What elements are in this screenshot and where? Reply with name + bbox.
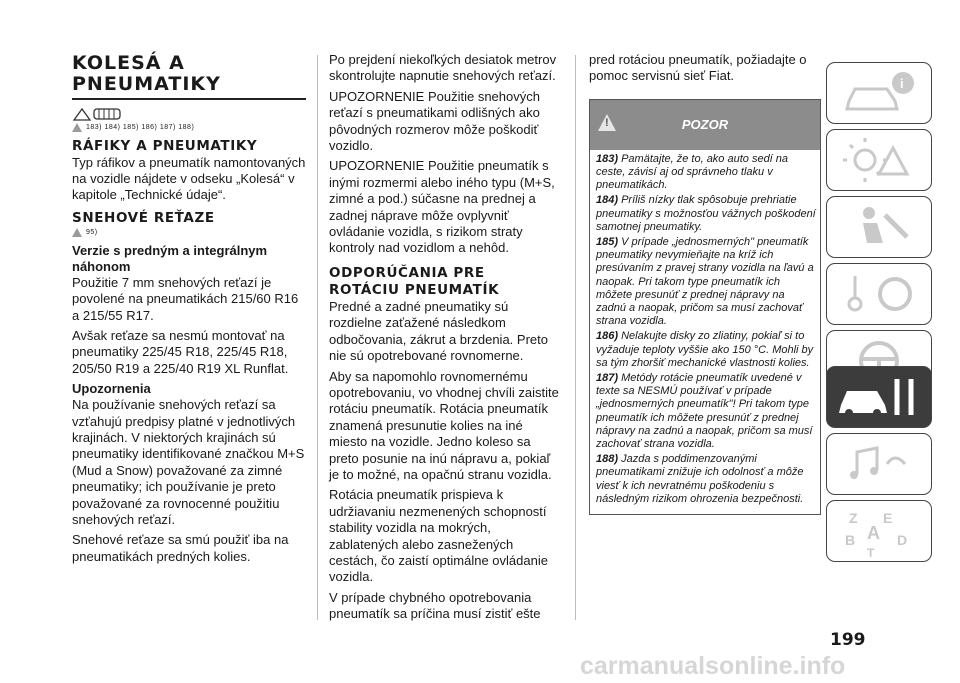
warning-box — [589, 99, 821, 515]
warning-body — [590, 150, 820, 514]
car-wrench-icon — [827, 367, 931, 427]
chapter-title-line1: KOLESÁ A — [72, 52, 185, 74]
warning-icon: ! — [598, 114, 616, 131]
paragraph-upozornenia-1: Na používanie snehových reťazí sa vzťahujú predpisy platné v jednotlivých krajinách. V niektorých krajinách sú pneumatiky identifikované značkou M+S (Mud a Snow) považované za zimné pneumatiky; ich používanie je preto považované za rovnocenné použitiu snehových reťazí. — [72, 397, 305, 527]
column-1 — [72, 0, 306, 569]
warning-item: 187) Metódy rotácie pneumatík uvedené v texte sa NESMÚ používať v prípade „jednosmerných pneumatík"! Pri takom type pneumatík ich môžete presunúť z prednej nápravy na zadnú a naopak, pričom sa musí zachovať strana vozidla. — [596, 372, 813, 451]
page-number: 199 — [830, 630, 866, 650]
heading-upozornenia: Upozornenia — [72, 381, 151, 397]
caution-triangle-icon — [72, 228, 82, 237]
paragraph-servis: pred rotáciou pneumatík, požiadajte o pomoc servisnú sieť Fiat. — [589, 52, 807, 84]
paragraph-upozornenia-2: Snehové reťaze sa smú použiť iba na pneumatikách predných kolies. — [72, 532, 289, 564]
tab-car-info[interactable] — [826, 62, 932, 124]
footer-watermark[interactable]: carmanualsonline.info — [580, 652, 846, 680]
column-2 — [329, 0, 563, 627]
warning-title: POZOR — [681, 116, 729, 132]
heading-snehove-retaze: SNEHOVÉ REŤAZE — [72, 209, 215, 226]
snow-chain-refs — [72, 228, 306, 237]
snow-ref-text: 95) — [86, 228, 98, 236]
tab-safety[interactable] — [826, 196, 932, 258]
paragraph-verzie-1: Použitie 7 mm snehových reťazí je povolené na pneumatikách 215/60 R16 a 215/55 R17. — [72, 274, 299, 323]
warning-item: 188) Jazda s poddimenzovanými pneumatikami znižuje ich odolnosť a môže viesť k ich nevratnému poškodeniu s následným rizikom ohrozenia bezpečnosti. — [596, 453, 804, 505]
warning-header — [590, 100, 820, 150]
heading-rafiky: RÁFIKY A PNEUMATIKY — [72, 137, 258, 154]
chapter-title-line2: PNEUMATIKY — [72, 73, 221, 95]
warning-triangle-icon — [72, 123, 82, 132]
svg-text:i: i — [900, 76, 904, 91]
tab-warning-lights[interactable] — [826, 129, 932, 191]
warning-refs — [72, 123, 306, 132]
svg-text:A: A — [867, 523, 880, 543]
column-divider-1 — [317, 55, 318, 620]
column-3 — [589, 0, 819, 515]
svg-text:Z: Z — [849, 510, 858, 526]
tab-maintenance[interactable] — [826, 366, 932, 428]
warning-item: 183) Pamätajte, že to, ako auto sedí na ceste, závisí aj od správneho tlaku v pneumatikách. — [596, 152, 789, 192]
svg-text:T: T — [867, 546, 875, 560]
tab-starting-driving[interactable] — [826, 263, 932, 325]
key-steering-icon — [827, 264, 931, 324]
warning-item: 185) V prípade „jednosmerných" pneumatík pneumatiky nevymieňajte na kríž ich presúvaním z pravej strany vozidla na ľavú a naopak. Pri takom type pneumatík ich môžete presunúť z prednej nápravy na zadnú a naopak, pričom sa musí zachovať strana vozidla. — [596, 236, 814, 328]
paragraph-rotacia-2: Aby sa napomohlo rovnomernému opotrebovaniu, vo vhodnej chvíli zaistite rotáciu pneumatík. Rotácia pneumatík znamená presunutie kolies na iné miesto na vozidle. Jedno koleso sa preto posunie na inú nápravu a, pokiaľ je to možné, na opačnú stranu vozidla. — [329, 368, 559, 482]
tyre-icon — [72, 106, 306, 122]
paragraph-rotacia-3: Rotácia pneumatík prispieva k udržiavaniu nezmenených schopností stability vozidla na mokrých, zablatených alebo zasnežených cestách, čo zaistí optimálne ovládanie vozidla. — [329, 487, 548, 585]
title-rule — [72, 98, 306, 100]
car-info-icon — [827, 63, 931, 123]
paragraph-rafiky: Typ ráfikov a pneumatík namontovaných na vozidle nájdete v odseku „Kolesá“ v kapitole „Technické údaje“. — [72, 154, 306, 203]
alphabet-index-icon — [827, 501, 931, 561]
svg-text:D: D — [897, 532, 908, 548]
svg-text:B: B — [845, 532, 856, 548]
music-phone-icon — [827, 434, 931, 494]
paragraph-verzie-2: Avšak reťaze sa nesmú montovať na pneumatiky 225/45 R18, 225/45 R18, 205/50 R19 a 225/40 R19 XL Runflat. — [72, 327, 289, 376]
warning-lights-icon — [827, 130, 931, 190]
warning-item: 186) Nelakujte disky zo zliatiny, pokiaľ si to vyžaduje teploty vyššie ako 150 °C. Mohli by sa tým zhoršiť mechanické vlastnosti kolies. — [596, 330, 814, 369]
refs-text: 183) 184) 185) 186) 187) 188) — [86, 123, 195, 131]
paragraph-upozornenie-1: UPOZORNENIE Použitie snehových reťazí s pneumatikami odlišných ako pôvodných rozmerov môže poškodiť vozidlo. — [329, 88, 540, 154]
tab-multimedia[interactable] — [826, 433, 932, 495]
svg-text:E: E — [883, 510, 893, 526]
paragraph-rotacia-1: Predné a zadné pneumatiky sú rozdielne zaťažené následkom odbočovania, zákrut a brzdenia. Preto nie sú opotrebované rovnomerne. — [329, 298, 548, 364]
airbag-seat-icon — [827, 197, 931, 257]
heading-rotacia: ODPORÚČANIA PRE ROTÁCIU PNEUMATÍK — [329, 264, 500, 298]
warning-item: 184) Príliš nízky tlak spôsobuje prehriatie pneumatiky s možnosťou vážnych poškodení samotnej pneumatiky. — [596, 194, 816, 233]
paragraph-upozornenie-2: UPOZORNENIE Použitie pneumatík s inými rozmermi alebo iného typu (M+S, zimné a pod.) súčasne na prednej a zadnej náprave môže ovplyvniť ovládanie vozidla, s rizikom straty kontroly nad vozidlom a nehôd. — [329, 158, 555, 256]
column-divider-2 — [575, 55, 576, 620]
tab-index[interactable] — [826, 500, 932, 562]
heading-verzie: Verzie s predným a integrálnym náhonom — [72, 242, 268, 274]
paragraph-rotacia-4: V prípade chybného opotrebovania pneumatík sa príčina musí zistiť ešte — [329, 589, 541, 622]
paragraph-napnutie: Po prejdení niekoľkých desiatok metrov skontrolujte napnutie snehových reťazí. — [329, 52, 557, 84]
